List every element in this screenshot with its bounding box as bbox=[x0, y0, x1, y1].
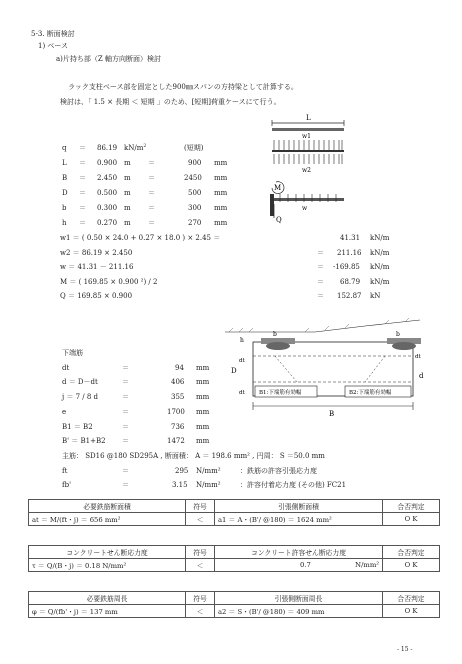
sign-less-than: ＜ bbox=[186, 605, 215, 618]
judgement-ok: O K bbox=[383, 605, 440, 618]
header-allowable-shear: コンクリート許容せん断応力度 bbox=[215, 546, 383, 559]
header-judgement: 合否判定 bbox=[383, 592, 440, 605]
rebar-j: j ＝ 7 / 8 d ＝ 355 mm bbox=[62, 393, 210, 401]
intro-line-2: 検討は、「 1.5 × 長期 ＜ 短期 」のため、[短期]荷重ケースにて行う。 bbox=[60, 98, 281, 106]
sign-less-than: ＜ bbox=[186, 513, 215, 526]
beam-load-diagram bbox=[262, 110, 382, 230]
load-w-eq: ＝ bbox=[317, 263, 324, 271]
subsection-heading: 1) ベース bbox=[38, 42, 69, 50]
load-w1: w1 ＝ ( 0.50 × 24.0 + 0.27 × 18.0 ) × 2.45 ＝ bbox=[60, 234, 221, 242]
label-dt-bottom: dt bbox=[239, 390, 245, 396]
rebar-B1: B1 ＝ B2 ＝ 736 mm bbox=[62, 423, 210, 431]
label-B2: B2:下端筋有効幅 bbox=[349, 390, 392, 396]
table-bar-perimeter bbox=[28, 591, 440, 618]
load-w1-unit: kN/m bbox=[370, 234, 390, 242]
label-M: M bbox=[274, 184, 282, 192]
load-w-value: -169.85 bbox=[333, 263, 360, 271]
rebar-dt: dt ＝ 94 mm bbox=[62, 364, 210, 372]
moment-M-value: 68.79 bbox=[340, 278, 361, 286]
label-D: D bbox=[231, 367, 237, 375]
header-sign: 符号 bbox=[186, 592, 215, 605]
load-w-unit: kN/m bbox=[370, 263, 390, 271]
header-sign: 符号 bbox=[186, 500, 215, 513]
ft-line: ft ＝ 295 N/mm² ：鉄筋の許容引張応力度 bbox=[62, 467, 317, 475]
rebar-e: e ＝ 1700 mm bbox=[62, 408, 210, 416]
load-w2-value: 211.16 bbox=[337, 249, 362, 257]
allowable-shear-value: 0.7 N/mm² bbox=[215, 559, 383, 572]
shear-stress-value: τ ＝ Q/(B・j) ＝ 0.18 N/mm² bbox=[29, 559, 186, 572]
param-q: q ＝ 86.19 $kN/m^2$ (短期) bbox=[62, 144, 204, 152]
rebar-Bprime: B' ＝ B1+B2 ＝ 1472 mm bbox=[62, 437, 210, 445]
header-judgement: 合否判定 bbox=[383, 500, 440, 513]
shear-Q-eq: ＝ bbox=[317, 292, 324, 300]
tension-area-value: a1 ＝ A・(B'/ @180) ＝ 1624 mm² bbox=[215, 513, 383, 526]
param-h: h ＝ 0.270 m ＝ 270 mm bbox=[62, 219, 228, 227]
rebar-d: d ＝ D－dt ＝ 406 mm bbox=[62, 378, 210, 386]
header-required-area: 必要鉄筋断面積 bbox=[29, 500, 186, 513]
label-Q: Q bbox=[276, 216, 282, 224]
header-sign: 符号 bbox=[186, 546, 215, 559]
label-h: h bbox=[240, 337, 244, 344]
label-w: w bbox=[302, 205, 308, 212]
load-w2-unit: kN/m bbox=[370, 249, 390, 257]
header-tension-area: 引張側断面積 bbox=[215, 500, 383, 513]
table-rebar-area bbox=[28, 499, 440, 526]
section-heading: 5-3. 断面検討 bbox=[31, 30, 75, 38]
w2-arrows bbox=[274, 154, 342, 164]
required-area-value: at ＝ M/(ft・j) ＝ 656 mm² bbox=[29, 513, 186, 526]
moment-M-eq: ＝ bbox=[317, 278, 324, 286]
required-perimeter-value: φ ＝ Q/(fb'・j) ＝ 137 mm bbox=[29, 605, 186, 618]
sign-less-than: ＜ bbox=[186, 559, 215, 572]
load-w: w ＝ 41.31 － 211.16 bbox=[60, 263, 134, 271]
shear-Q-value: 152.87 bbox=[337, 292, 362, 300]
fb-line: fb' ＝ 3.15 N/mm² ：許容付着応力度 (その他) FC21 bbox=[62, 481, 347, 489]
param-D: D ＝ 0.500 m ＝ 500 mm bbox=[62, 189, 228, 197]
shear-Q: Q ＝ 169.85 × 0.900 bbox=[60, 292, 133, 300]
param-L: L ＝ 0.900 m ＝ 900 mm bbox=[62, 159, 228, 167]
moment-M: M ＝ ( 169.85 × 0.900 ²) / 2 bbox=[60, 278, 158, 286]
label-w2: w2 bbox=[302, 167, 311, 174]
label-b: b bbox=[273, 331, 277, 338]
shear-Q-unit: kN bbox=[370, 292, 381, 300]
page-number: - 15 - bbox=[397, 646, 413, 653]
header-required-perimeter: 必要鉄筋周長 bbox=[29, 592, 186, 605]
header-judgement: 合否判定 bbox=[383, 546, 440, 559]
header-shear-stress: コンクリートせん断応力度 bbox=[29, 546, 186, 559]
tension-perimeter-value: a2 ＝ S・(B'/ @180) ＝ 409 mm bbox=[215, 605, 383, 618]
header-tension-perimeter: 引張側断面周長 bbox=[215, 592, 383, 605]
label-w1: w1 bbox=[302, 133, 311, 140]
moment-M-unit: kN/m bbox=[370, 278, 390, 286]
label-dt-left: dt bbox=[239, 358, 245, 364]
param-B: B ＝ 2.450 m ＝ 2450 mm bbox=[62, 174, 228, 182]
judgement-ok: O K bbox=[383, 513, 440, 526]
label-L: L bbox=[306, 114, 311, 122]
intro-line-1: ラック支柱ベース部を固定とした900㎜スパンの方持梁として計算する。 bbox=[68, 83, 298, 91]
label-b2: b bbox=[396, 331, 400, 338]
base-section-diagram bbox=[215, 318, 430, 428]
label-B1: B1:下端筋有効幅 bbox=[259, 390, 302, 396]
load-w2-eq: ＝ bbox=[317, 249, 324, 257]
label-d: d bbox=[419, 372, 424, 380]
item-heading: a)片持ち部（Z 軸方向断面）検討 bbox=[56, 55, 161, 63]
rebar-title: 下端筋 bbox=[62, 349, 83, 357]
label-dt-right: dt bbox=[415, 354, 421, 360]
main-bar-line: 主筋： SD16 @180 SD295A , 断面積： A ＝ 198.6 mm² , 円周： S ＝50.0 mm bbox=[62, 452, 325, 460]
table-shear-stress bbox=[28, 545, 440, 572]
judgement-ok: O K bbox=[383, 559, 440, 572]
w1-arrows bbox=[274, 140, 342, 150]
label-B: B bbox=[329, 410, 335, 418]
load-w1-value: 41.31 bbox=[340, 234, 361, 242]
param-b: b ＝ 0.300 m ＝ 300 mm bbox=[62, 204, 228, 212]
load-w2: w2 ＝ 86.19 × 2.450 bbox=[60, 249, 133, 257]
